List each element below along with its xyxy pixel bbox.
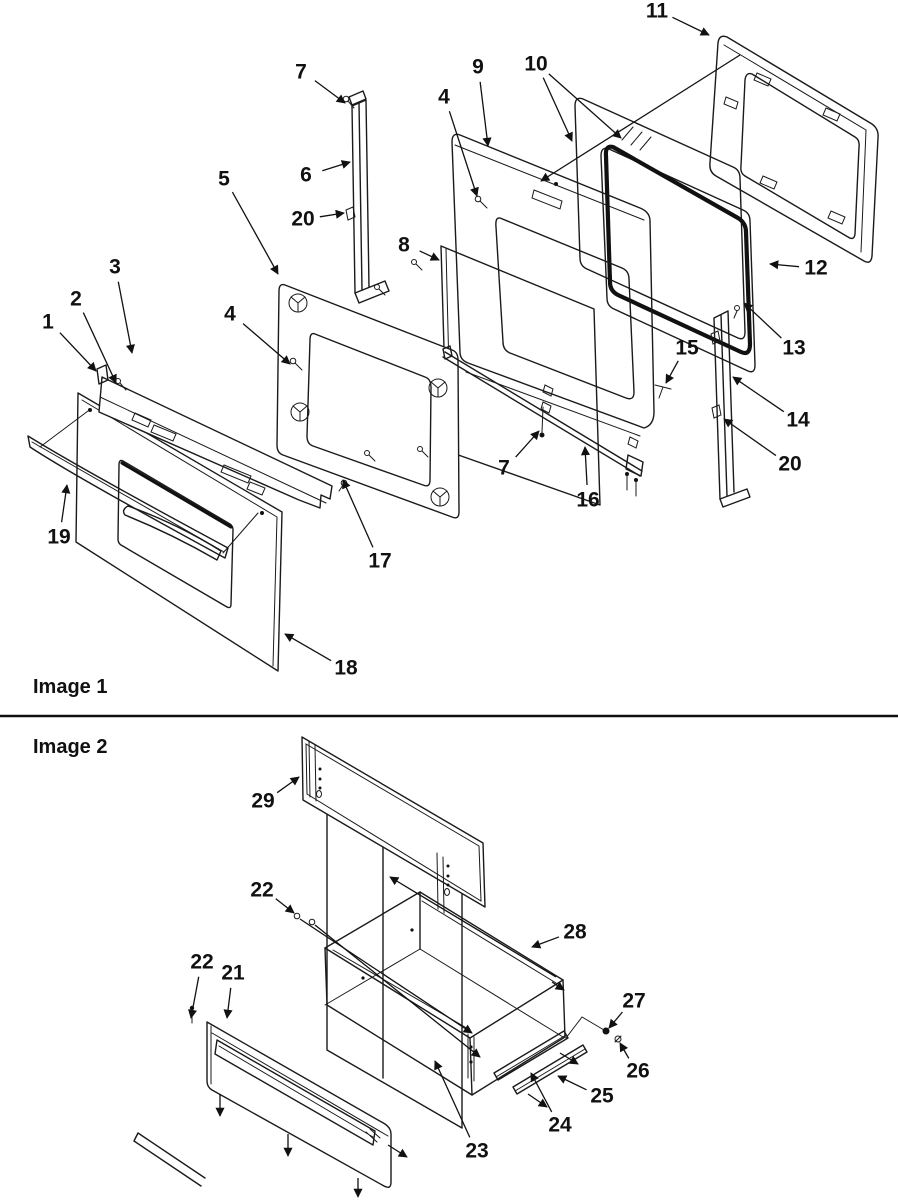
callout-number-image1-13: 13 xyxy=(782,336,806,360)
leader-line-image1-part-11 xyxy=(672,17,709,35)
callout-number-image1-12: 12 xyxy=(804,256,828,280)
callout-number-image1-20: 20 xyxy=(778,452,802,476)
part-rear-panel xyxy=(302,737,485,913)
leader-line-image1-part-2 xyxy=(83,313,116,383)
part-side-trim-left xyxy=(346,91,389,303)
callout-number-image1-11: 11 xyxy=(645,0,669,23)
part-bottom-trim-bracket xyxy=(443,346,643,496)
callout-number-image2-23: 23 xyxy=(465,1139,489,1163)
callout-number-image1-18: 18 xyxy=(334,656,358,680)
callout-number-image1-10: 10 xyxy=(524,52,548,76)
section-title-image1: Image 1 xyxy=(33,676,108,698)
callout-number-image2-21: 21 xyxy=(221,961,245,985)
leader-line-image1-part-1 xyxy=(60,333,96,371)
callout-number-image1-4: 4 xyxy=(224,302,236,326)
leader-line-image1-part-5 xyxy=(232,192,278,274)
callout-number-image1-4: 4 xyxy=(438,85,450,109)
part-slide-rails xyxy=(494,982,587,1107)
oven-door-exploded-view xyxy=(28,0,878,698)
leader-line-image1-part-10 xyxy=(543,78,572,141)
callout-number-image2-22: 22 xyxy=(250,878,274,902)
leader-line-image1-part-7 xyxy=(315,81,345,103)
leader-line-image1-part-7 xyxy=(516,431,539,457)
callout-number-image1-2: 2 xyxy=(70,287,82,311)
rail-screws-upper xyxy=(294,913,480,1057)
callout-number-image1-16: 16 xyxy=(576,488,600,512)
part-drawer-box xyxy=(325,892,565,1095)
callout-number-image2-25: 25 xyxy=(590,1084,614,1108)
leader-line-image1-part-8 xyxy=(420,251,439,260)
callout-number-image1-14: 14 xyxy=(786,408,810,432)
leader-line-image1-part-9 xyxy=(480,82,488,146)
leader-line-image2-part-21 xyxy=(227,988,231,1018)
leader-line-image1-part-10 xyxy=(549,74,621,138)
callout-number-image1-7: 7 xyxy=(498,456,510,480)
leader-line-image1-part-18 xyxy=(285,634,331,661)
leader-line-image1-part-12 xyxy=(770,264,799,267)
leader-line-image1-part-6 xyxy=(322,162,350,171)
callout-number-image1-3: 3 xyxy=(109,255,121,279)
part-left-rail xyxy=(134,1133,205,1186)
leader-line-image1-part-19 xyxy=(62,485,67,522)
storage-drawer-exploded-view xyxy=(33,736,650,1197)
section-title-image2: Image 2 xyxy=(33,736,108,758)
leader-line-image2-part-27 xyxy=(609,1012,622,1028)
callout-number-image1-7: 7 xyxy=(295,60,307,84)
screws-26-27 xyxy=(566,1017,621,1042)
leader-line-image1-part-15 xyxy=(666,361,678,383)
leader-line-image1-part-16 xyxy=(585,447,587,485)
leader-line-image1-part-14 xyxy=(733,377,784,412)
leader-line-image2-part-29 xyxy=(277,777,299,793)
callout-number-image1-8: 8 xyxy=(398,233,410,257)
callout-number-image1-15: 15 xyxy=(675,336,699,360)
part-outer-door-frame xyxy=(710,36,878,262)
callout-number-image1-1: 1 xyxy=(42,310,54,334)
callout-number-image2-28: 28 xyxy=(563,920,587,944)
callout-number-image2-29: 29 xyxy=(251,789,275,813)
callout-number-image2-27: 27 xyxy=(622,989,646,1013)
leader-line-image2-part-23 xyxy=(435,1061,470,1137)
leader-line-image1-part-20 xyxy=(320,213,344,217)
leader-line-image2-part-26 xyxy=(620,1043,629,1058)
callout-number-image1-6: 6 xyxy=(300,163,312,187)
leader-line-image2-part-25 xyxy=(558,1076,587,1090)
callout-number-image1-20: 20 xyxy=(291,207,315,231)
leader-line-image1-part-3 xyxy=(118,282,132,353)
callout-number-image1-17: 17 xyxy=(368,549,392,573)
leader-line-image2-part-22 xyxy=(276,899,294,913)
leader-line-image2-part-28 xyxy=(532,937,559,947)
callout-number-image2-22: 22 xyxy=(190,950,214,974)
callout-number-image2-26: 26 xyxy=(626,1059,650,1083)
callout-number-image1-5: 5 xyxy=(218,167,230,191)
leader-line-image2-part-22 xyxy=(191,977,199,1018)
callout-number-image1-9: 9 xyxy=(472,55,484,79)
callout-number-image2-24: 24 xyxy=(548,1113,572,1137)
part-inner-glass xyxy=(441,246,600,505)
callout-number-image1-19: 19 xyxy=(47,525,71,549)
leader-line-image1-part-17 xyxy=(343,480,373,547)
